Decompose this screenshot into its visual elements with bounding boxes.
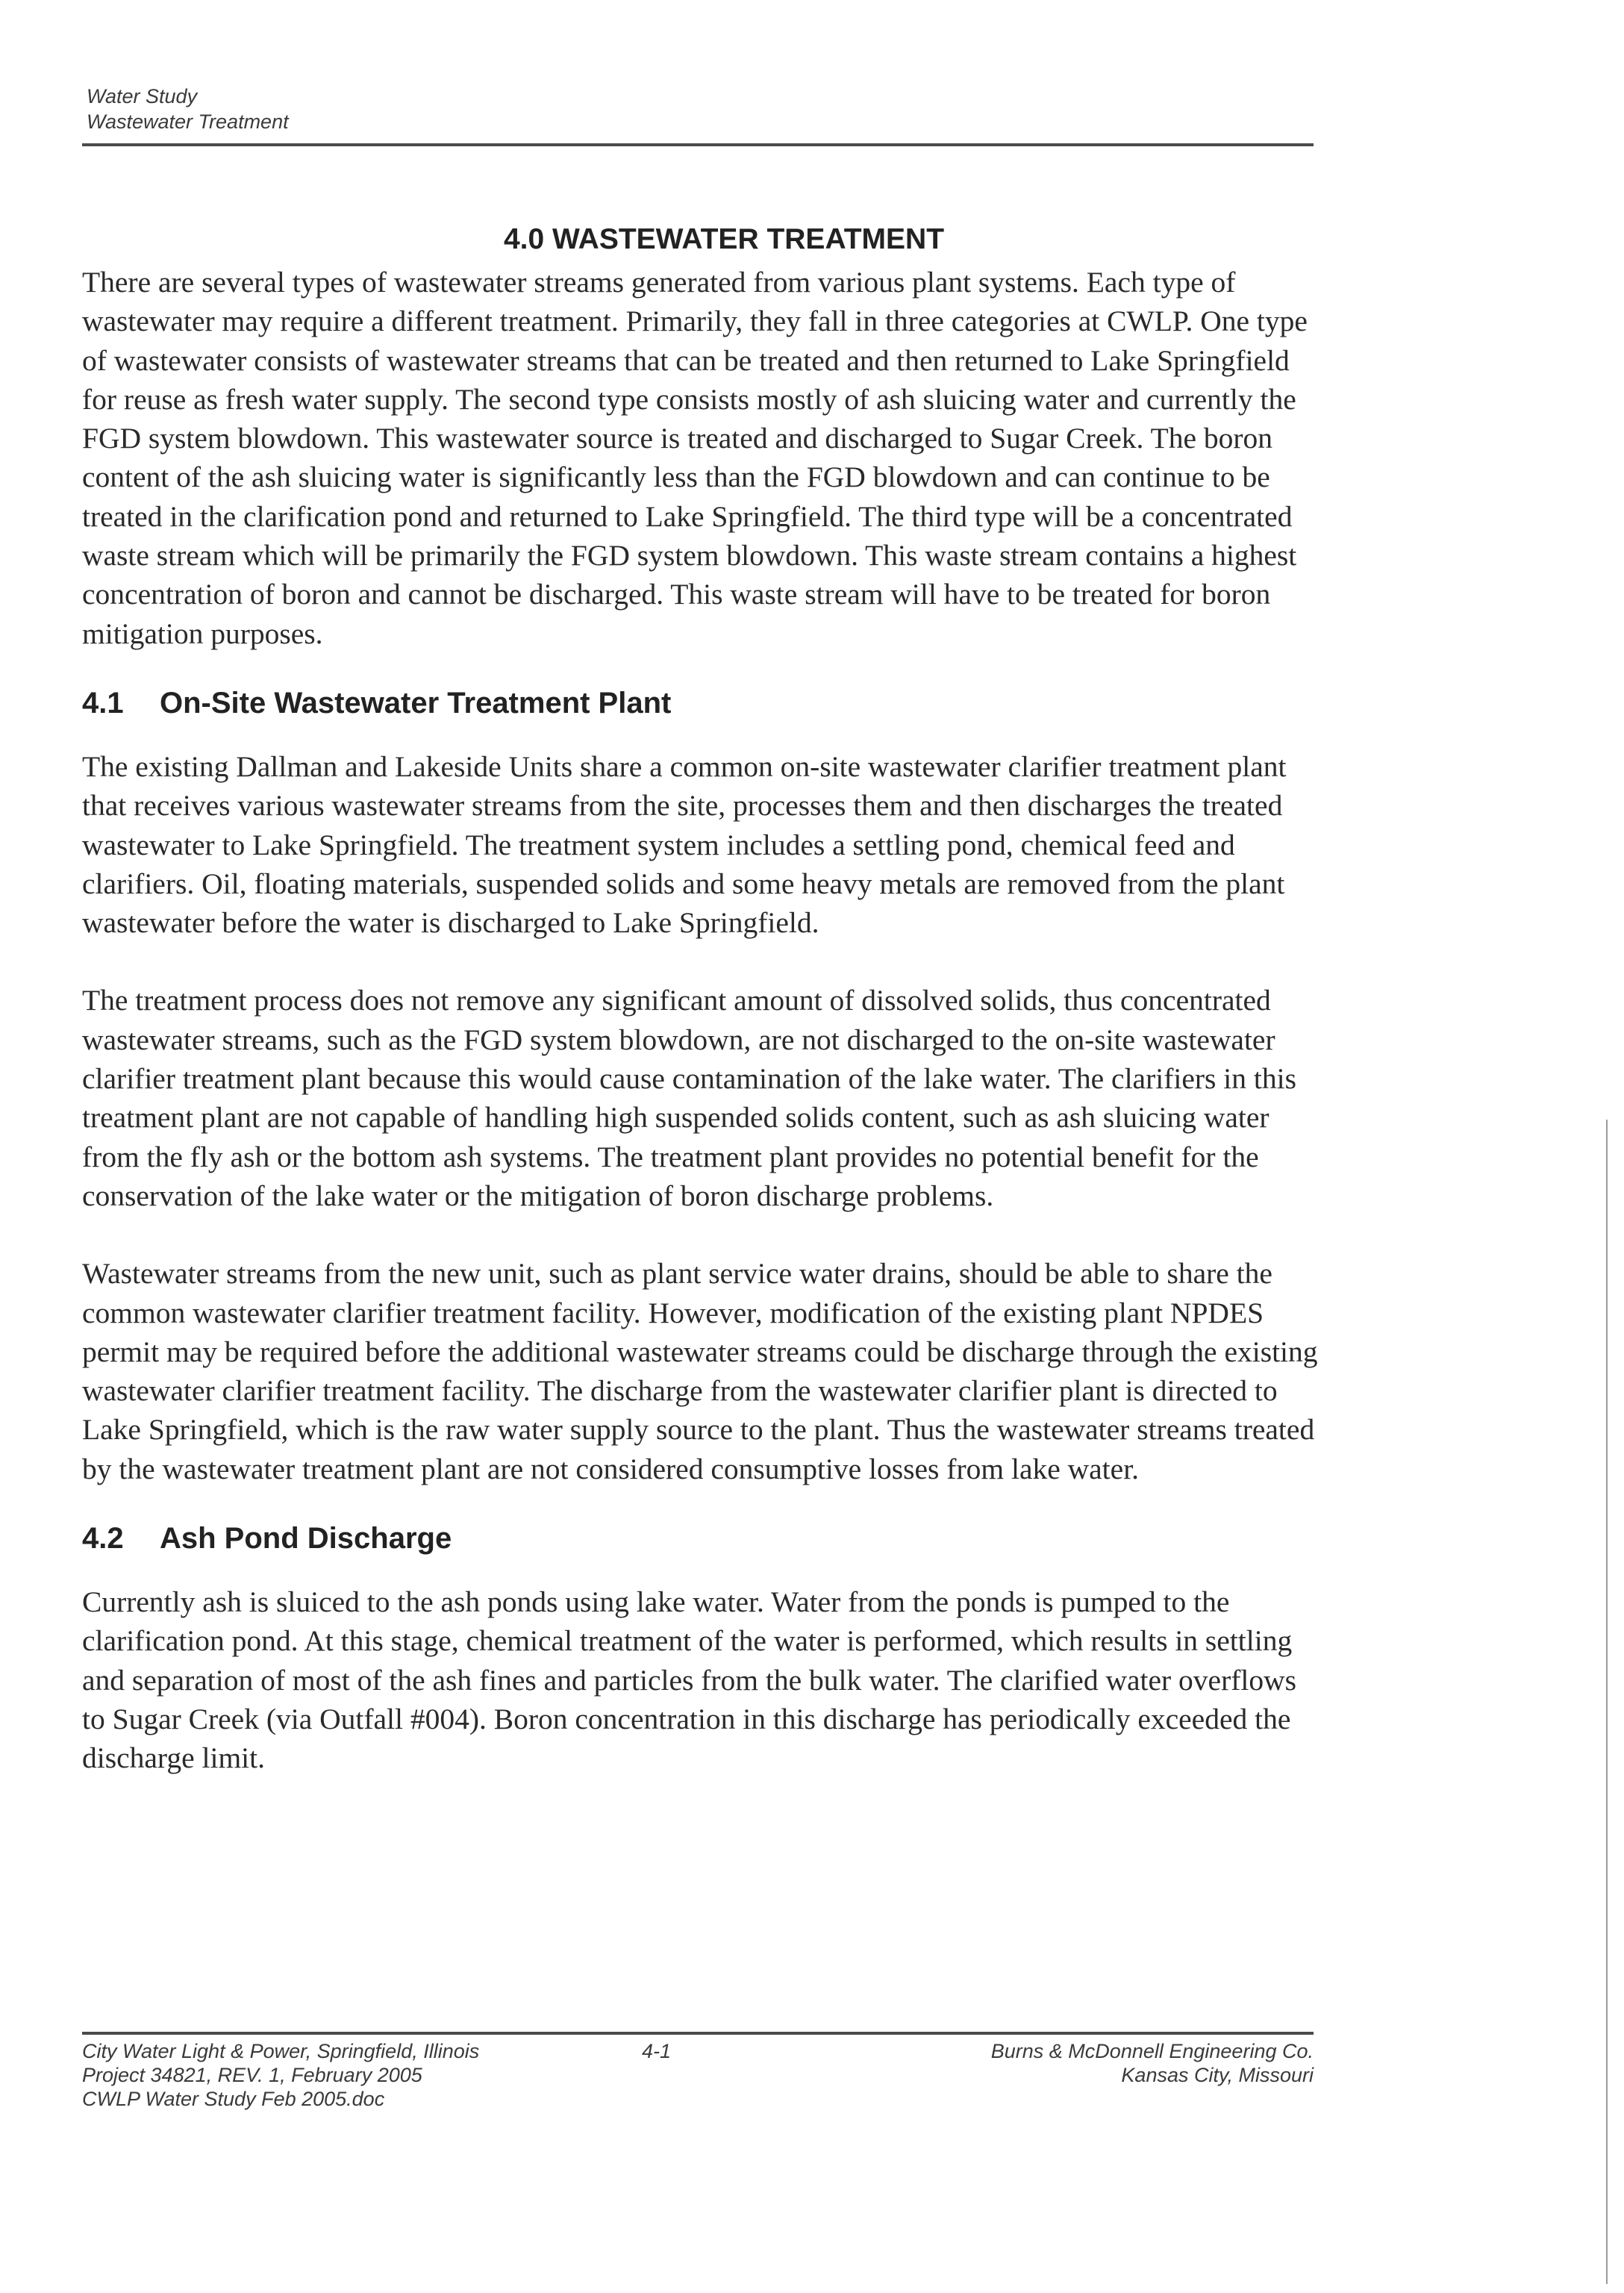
section-number: 4.2 [82,1522,124,1556]
paragraph-gap [82,942,1321,981]
footer-right-line-2: Kansas City, Missouri [1121,2064,1314,2086]
footer-left-line-2: Project 34821, REV. 1, February 2005 [82,2064,422,2086]
section-heading-4-2 [82,1520,1321,1557]
paragraph: Wastewater streams from the new unit, such as plant service water drains, should be able to share the common wastewater clarifier treatment facility. However, modification of the existing plant NPDES permit may be required before the additional wastewater streams could be discharge through the existing wastewater clarifier treatment facility. The discharge from the wastewater clarifier plant is directed to Lake Springfield, which is the raw water supply source to the plant. Thus the wastewater streams treated by the wastewater treatment plant are not considered consumptive losses from lake water. [82,1257,1318,1485]
footer-rule [82,2032,1314,2035]
paragraph: The treatment process does not remove any significant amount of dissolved solids, thus concentrated wastewater streams, such as the FGD system blowdown, are not discharged to the on-site wastewater clarifier treatment plant because this would cause contamination of the lake water. The clarifiers in this treatment plant are not capable of handling high suspended solids content, such as ash sluicing water from the fly ash or the bottom ash systems. The treatment plant provides no potential benefit for the conservation of the lake water or the mitigation of boron discharge problems. [82,984,1296,1212]
section-title: Ash Pond Discharge [160,1522,452,1556]
paragraph: The existing Dallman and Lakeside Units share a common on-site wastewater clarifier treatment plant that receives various wastewater streams from the site, processes them and then discharges the treated wastewater to Lake Springfield. The treatment system includes a settling pond, chemical feed and clarifiers. Oil, floating materials, suspended solids and some heavy metals are removed from the plant wastewater before the water is discharged to Lake Springfield. [82,749,1287,940]
footer-right [866,2039,1314,2087]
page-title: 4.0 WASTEWATER TREATMENT [503,223,945,255]
footer-left-line-1: City Water Light & Power, Springfield, Illinois [82,2040,480,2062]
header-line-1: Water Study [87,85,198,107]
scan-margin-line [1606,1120,1608,2284]
page-body [82,221,1321,1778]
footer-left-line-3: CWLP Water Study Feb 2005.doc [82,2088,385,2110]
page-header [87,84,1311,134]
paragraph: Currently ash is sluiced to the ash ponds using lake water. Water from the ponds is pumped to the clarification pond. At this stage, chemical treatment of the water is performed, which results in settling and separation of most of the ash fines and particles from the bulk water. The clarified water overflows to Sugar Creek (via Outfall #004). Boron concentration in this discharge has periodically exceeded the discharge limit. [82,1585,1297,1775]
footer-left [82,2039,605,2111]
header-line-2: Wastewater Treatment [87,110,289,133]
section-heading-4-1 [82,684,1321,722]
paragraph-gap [82,1215,1321,1254]
section-title: On-Site Wastewater Treatment Plant [160,686,672,720]
intro-paragraph: There are several types of wastewater streams generated from various plant systems. Each type of wastewater may require a different treatment. Primarily, they fall in three categories at CWLP. One type of wastewater consists of wastewater streams that can be treated and then returned to Lake Springfield for reuse as fresh water supply. The second type consists mostly of ash sluicing water and currently the FGD system blowdown. This wastewater source is treated and discharged to Sugar Creek. The boron content of the ash sluicing water is significantly less than the FGD blowdown and can continue to be treated in the clarification pond and returned to Lake Springfield. The third type will be a concentrated waste stream which will be primarily the FGD system blowdown. This waste stream contains a highest concentration of boron and cannot be discharged. This waste stream will have to be treated for boron mitigation purposes. [82,266,1308,650]
section-number: 4.1 [82,686,124,720]
header-rule [82,143,1314,146]
footer-right-line-1: Burns & McDonnell Engineering Co. [990,2040,1314,2062]
page-number: 4-1 [642,2040,672,2062]
